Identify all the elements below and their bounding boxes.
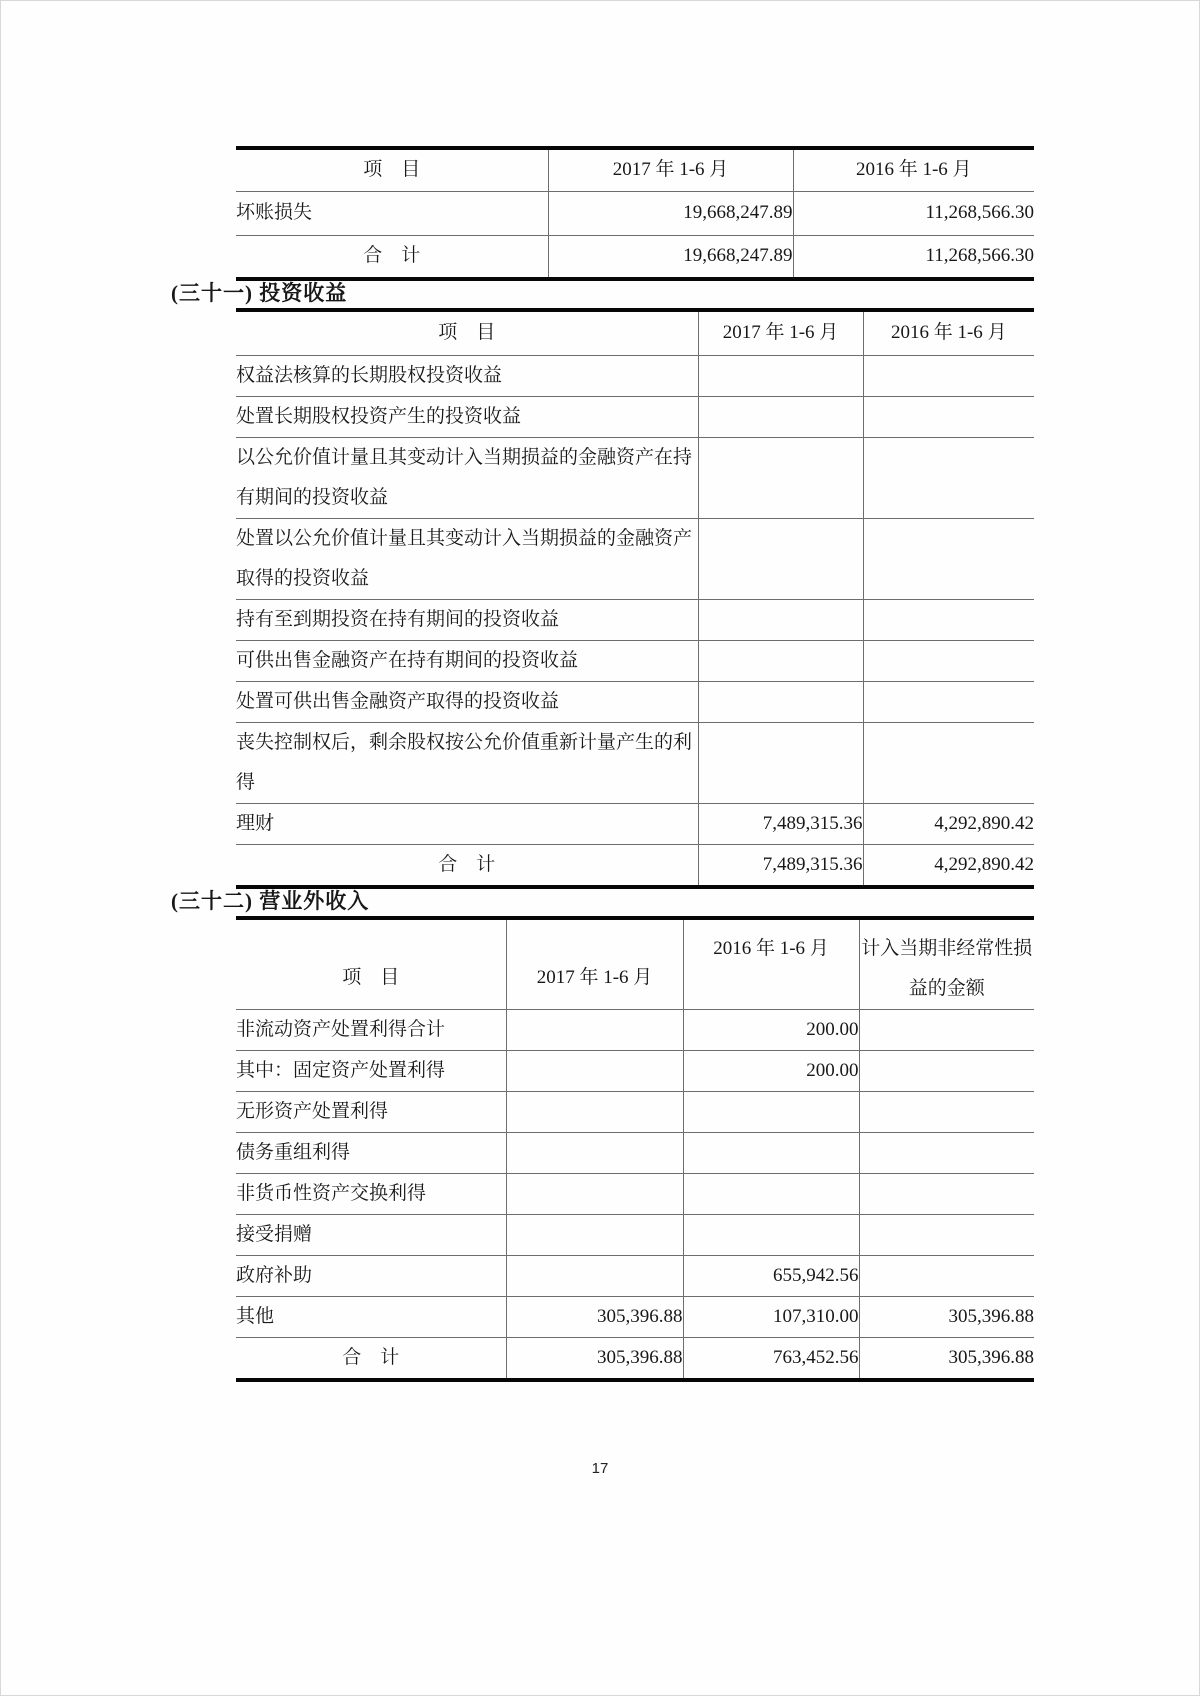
value-cell-2016 xyxy=(683,1173,859,1214)
total-row xyxy=(236,1337,1034,1380)
item-cell: 非货币性资产交换利得 xyxy=(236,1173,506,1214)
page-number: 17 xyxy=(591,1459,609,1477)
value-cell-2017 xyxy=(506,1255,683,1296)
table-row xyxy=(236,1132,1034,1173)
value-cell-2016: 107,310.00 xyxy=(683,1296,859,1337)
table-row xyxy=(236,1296,1034,1337)
value-cell-2016: 763,452.56 xyxy=(683,1337,859,1380)
column-header-2016: 2016 年 1-6 月 xyxy=(863,310,1034,355)
column-header-2016: 2016 年 1-6 月 xyxy=(793,148,1034,191)
total-row xyxy=(236,235,1034,279)
value-cell-non-recurring xyxy=(859,1214,1034,1255)
value-cell-2016 xyxy=(683,1091,859,1132)
table-row xyxy=(236,355,1034,396)
item-cell: 其他 xyxy=(236,1296,506,1337)
value-cell-non-recurring xyxy=(859,1132,1034,1173)
value-cell-2016 xyxy=(863,437,1034,518)
item-cell: 无形资产处置利得 xyxy=(236,1091,506,1132)
item-cell: 其中：固定资产处置利得 xyxy=(236,1050,506,1091)
item-cell: 接受捐赠 xyxy=(236,1214,506,1255)
table-row xyxy=(236,640,1034,681)
section-31-heading: (三十一) 投资收益 xyxy=(171,281,348,305)
item-cell: 丧失控制权后，剩余股权按公允价值重新计量产生的利得 xyxy=(236,722,698,803)
item-cell: 政府补助 xyxy=(236,1255,506,1296)
value-cell-2016 xyxy=(863,599,1034,640)
value-cell-non-recurring xyxy=(859,1009,1034,1050)
value-cell-2016: 11,268,566.30 xyxy=(793,235,1034,279)
table-row xyxy=(236,722,1034,803)
value-cell-2016: 4,292,890.42 xyxy=(863,803,1034,844)
value-cell-2017 xyxy=(506,1173,683,1214)
column-header-non-recurring: 计入当期非经常性损益的金额 xyxy=(859,918,1034,1010)
value-cell-2017: 305,396.88 xyxy=(506,1296,683,1337)
table-header-row xyxy=(236,310,1034,355)
item-cell: 坏账损失 xyxy=(236,191,548,235)
value-cell-2016: 655,942.56 xyxy=(683,1255,859,1296)
value-cell-2016 xyxy=(863,681,1034,722)
value-cell-2017: 7,489,315.36 xyxy=(698,803,863,844)
value-cell-2016: 200.00 xyxy=(683,1050,859,1091)
table-row xyxy=(236,1050,1034,1091)
value-cell-2017 xyxy=(698,722,863,803)
value-cell-2017 xyxy=(506,1132,683,1173)
non-operating-income-table xyxy=(236,916,1034,1382)
item-cell: 可供出售金融资产在持有期间的投资收益 xyxy=(236,640,698,681)
value-cell-non-recurring: 305,396.88 xyxy=(859,1337,1034,1380)
table-row xyxy=(236,681,1034,722)
value-cell-2017 xyxy=(698,640,863,681)
column-header-2017: 2017 年 1-6 月 xyxy=(506,918,683,1010)
table-row xyxy=(236,191,1034,235)
table-row xyxy=(236,1214,1034,1255)
item-cell: 非流动资产处置利得合计 xyxy=(236,1009,506,1050)
value-cell-2016 xyxy=(863,722,1034,803)
table-row xyxy=(236,437,1034,518)
value-cell-non-recurring xyxy=(859,1255,1034,1296)
item-cell: 债务重组利得 xyxy=(236,1132,506,1173)
table-row xyxy=(236,803,1034,844)
value-cell-2017 xyxy=(698,518,863,599)
value-cell-2017: 7,489,315.36 xyxy=(698,844,863,887)
table-row xyxy=(236,599,1034,640)
column-header-2017: 2017 年 1-6 月 xyxy=(698,310,863,355)
total-row xyxy=(236,844,1034,887)
item-cell: 以公允价值计量且其变动计入当期损益的金融资产在持有期间的投资收益 xyxy=(236,437,698,518)
column-header-item: 项 目 xyxy=(236,148,548,191)
value-cell-2016: 4,292,890.42 xyxy=(863,844,1034,887)
value-cell-2016 xyxy=(683,1132,859,1173)
value-cell-2017: 19,668,247.89 xyxy=(548,191,793,235)
table-header-row xyxy=(236,918,1034,1010)
value-cell-2016 xyxy=(863,355,1034,396)
value-cell-2016 xyxy=(863,518,1034,599)
table-row xyxy=(236,1173,1034,1214)
value-cell-2017 xyxy=(506,1091,683,1132)
value-cell-2017 xyxy=(506,1009,683,1050)
column-header-2017: 2017 年 1-6 月 xyxy=(548,148,793,191)
value-cell-2016: 200.00 xyxy=(683,1009,859,1050)
table-header-row xyxy=(236,148,1034,191)
item-cell: 权益法核算的长期股权投资收益 xyxy=(236,355,698,396)
value-cell-2016 xyxy=(863,640,1034,681)
table-row xyxy=(236,518,1034,599)
item-cell: 处置以公允价值计量且其变动计入当期损益的金融资产取得的投资收益 xyxy=(236,518,698,599)
value-cell-2017 xyxy=(698,437,863,518)
bad-debt-table xyxy=(236,146,1034,281)
column-header-item: 项 目 xyxy=(236,918,506,1010)
value-cell-non-recurring xyxy=(859,1173,1034,1214)
value-cell-2017 xyxy=(698,681,863,722)
table-row xyxy=(236,396,1034,437)
section-32-heading: (三十二) 营业外收入 xyxy=(171,888,370,913)
value-cell-2017 xyxy=(506,1050,683,1091)
item-cell: 持有至到期投资在持有期间的投资收益 xyxy=(236,599,698,640)
value-cell-non-recurring: 305,396.88 xyxy=(859,1296,1034,1337)
value-cell-2016 xyxy=(863,396,1034,437)
investment-income-table xyxy=(236,308,1034,889)
value-cell-2017 xyxy=(698,355,863,396)
value-cell-2016 xyxy=(683,1214,859,1255)
value-cell-2017 xyxy=(506,1214,683,1255)
item-cell: 处置长期股权投资产生的投资收益 xyxy=(236,396,698,437)
value-cell-non-recurring xyxy=(859,1091,1034,1132)
table-row xyxy=(236,1009,1034,1050)
item-cell: 理财 xyxy=(236,803,698,844)
item-cell: 合 计 xyxy=(236,1337,506,1380)
value-cell-non-recurring xyxy=(859,1050,1034,1091)
column-header-item: 项 目 xyxy=(236,310,698,355)
item-cell: 合 计 xyxy=(236,235,548,279)
column-header-2016: 2016 年 1-6 月 xyxy=(683,918,859,1010)
value-cell-2017 xyxy=(698,396,863,437)
value-cell-2016: 11,268,566.30 xyxy=(793,191,1034,235)
value-cell-2017: 305,396.88 xyxy=(506,1337,683,1380)
table-row xyxy=(236,1091,1034,1132)
item-cell: 合 计 xyxy=(236,844,698,887)
value-cell-2017: 19,668,247.89 xyxy=(548,235,793,279)
table-row xyxy=(236,1255,1034,1296)
item-cell: 处置可供出售金融资产取得的投资收益 xyxy=(236,681,698,722)
value-cell-2017 xyxy=(698,599,863,640)
